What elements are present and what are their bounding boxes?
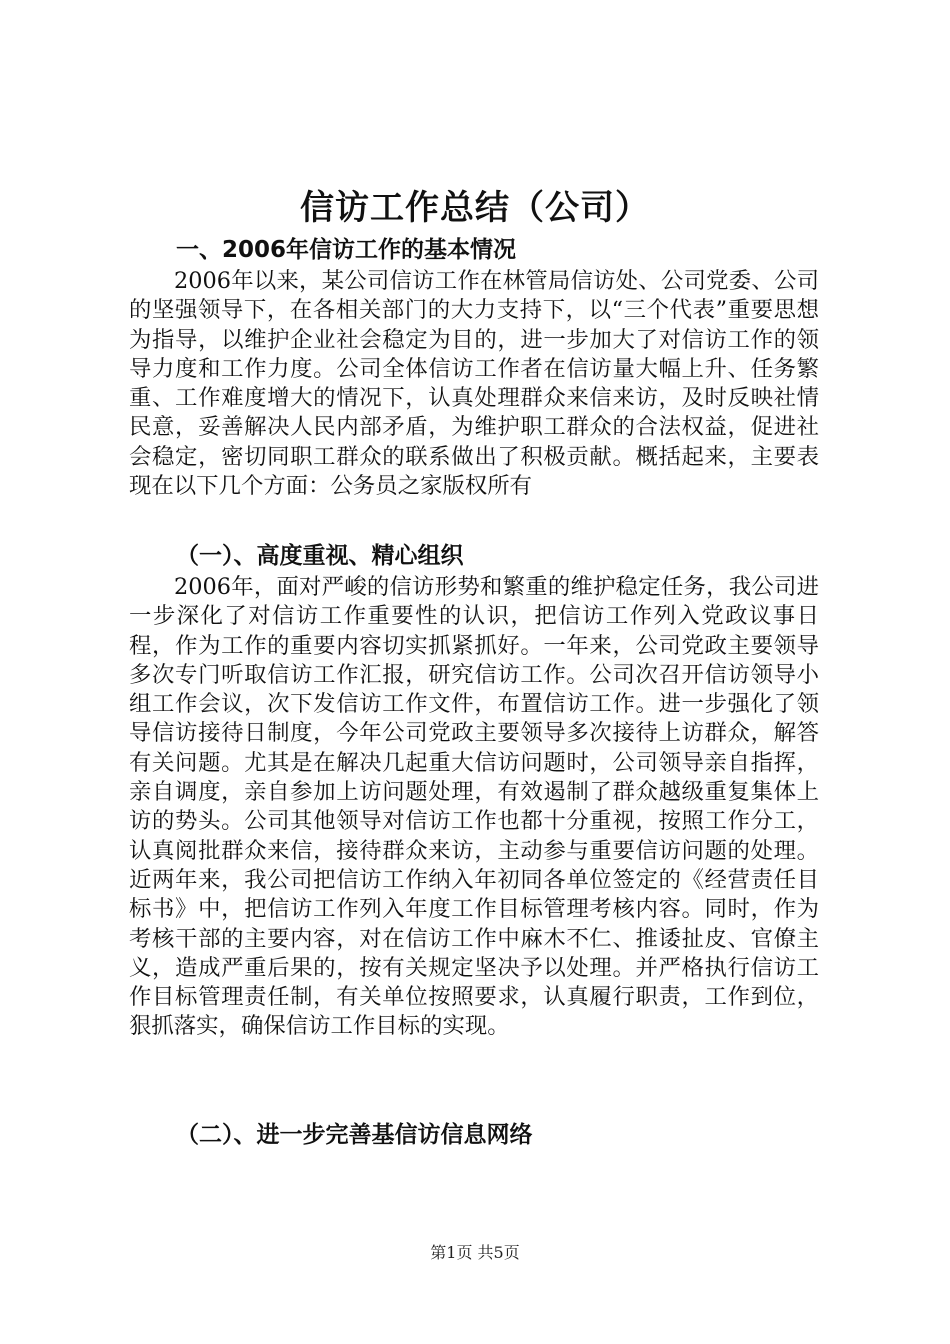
subsection-heading-2: （二）、进一步完善基信访信息网络 (176, 1122, 533, 1148)
subsection-heading: （一）、高度重视、精心组织 (176, 543, 464, 569)
section-heading: 一、2006年信访工作的基本情况 (176, 237, 517, 263)
page-indicator: 第1页 共5页 (430, 1243, 520, 1262)
section-paragraph: 2006年以来，某公司信访工作在林管局信访处、公司党委、公司的坚强领导下，在各相关部门的大力支持下，以“三个代表”重要思想为指导，以维护企业社会稳定为目的，进一步加大了对信访工作的领导力度和工作力度。公司全体信访工作者在信访量大幅上升、任务繁重、工作难度增大的情况下，认真处理群众来信来访，及时反映社情民意，妥善解决人民内部矛盾，为维护职工群众的合法权益，促进社会稳定，密切同职工群众的联系做出了积极贡献。概括起来，主要表现在以下几个方面：公务员之家版权所有 (129, 268, 819, 500)
document-title: 信访工作总结（公司） (300, 188, 650, 228)
subsection-paragraph: 2006年，面对严峻的信访形势和繁重的维护稳定任务，我公司进一步深化了对信访工作重要性的认识，把信访工作列入党政议事日程，作为工作的重要内容切实抓紧抓好。一年来，公司党政主要领导多次专门听取信访工作汇报，研究信访工作。公司次召开信访领导小组工作会议，次下发信访工作文件，布置信访工作。进一步强化了领导信访接待日制度，今年公司党政主要领导多次接待上访群众，解答有关问题。尤其是在解决几起重大信访问题时，公司领导亲自指挥，亲自调度，亲自参加上访问题处理，有效遏制了群众越级重复集体上访的势头。公司其他领导对信访工作也都十分重视，按照工作分工，认真阅批群众来信，接待群众来访，主动参与重要信访问题的处理。近两年来，我公司把信访工作纳入年初同各单位签定的《经营责任目标书》中，把信访工作列入年度工作目标管理考核内容。同时，作为考核干部的主要内容，对在信访工作中麻木不仁、推诿扯皮、官僚主义，造成严重后果的，按有关规定坚决予以处理。并严格执行信访工作目标管理责任制，有关单位按照要求，认真履行职责，工作到位，狠抓落实，确保信访工作目标的实现。 (129, 574, 819, 1040)
